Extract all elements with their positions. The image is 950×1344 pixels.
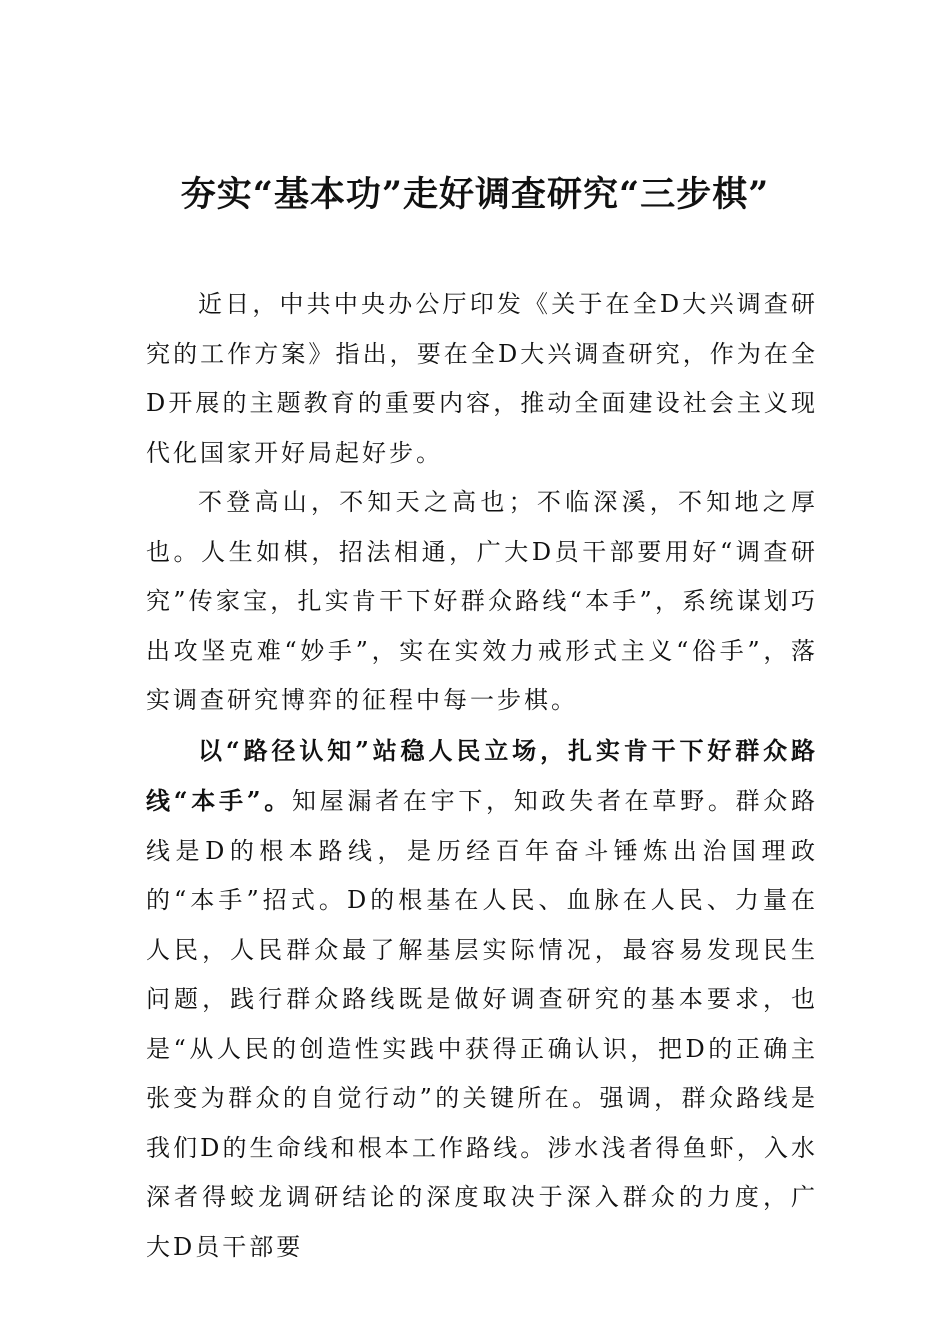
paragraph-intro (146, 280, 818, 478)
document-title: 夯实“基本功”走好调查研究“三步棋” (180, 174, 770, 215)
document-body (146, 280, 818, 1272)
paragraph-chess-metaphor (146, 478, 818, 726)
paragraph-text: 知屋漏者在宇下，知政失者在草野。群众路线是D的根本路线，是历经百年奋斗锤炼出治国理政的“本手”招式。D的根基在人民、血脉在人民、力量在人民，人民群众最了解基层实际情况，最容易发现民生问题，践行群众路线既是做好调查研究的基本要求，也是“从人民的创造性实践中获得正确认识，把D的正确主张变为群众的自觉行动”的关键所在。强调，群众路线是我们D的生命线和根本工作路线。涉水浅者得鱼虾，入水深者得蛟龙调研结论的深度取决于深入群众的力度，广大D员干部要 (146, 787, 819, 1261)
paragraph-mass-line (146, 726, 818, 1273)
paragraph-text: 近日，中共中央办公厅印发《关于在全D大兴调查研究的工作方案》指出，要在全D大兴调查研究，作为在全D开展的主题教育的重要内容，推动全面建设社会主义现代化国家开好局起好步。 (146, 290, 818, 467)
paragraph-text: 不登高山，不知天之高也；不临深溪，不知地之厚也。人生如棋，招法相通，广大D员干部要用好“调查研究”传家宝，扎实肯干下好群众路线“本手”，系统谋划巧出攻坚克难“妙手”，实在实效力戒形式主义“俗手”，落实调查研究博弈的征程中每一步棋。 (146, 488, 818, 714)
paragraph-lead-heading: 以“路径认知”站稳人民立场，扎实肯干下好群众路线“本手”。 (146, 735, 818, 815)
